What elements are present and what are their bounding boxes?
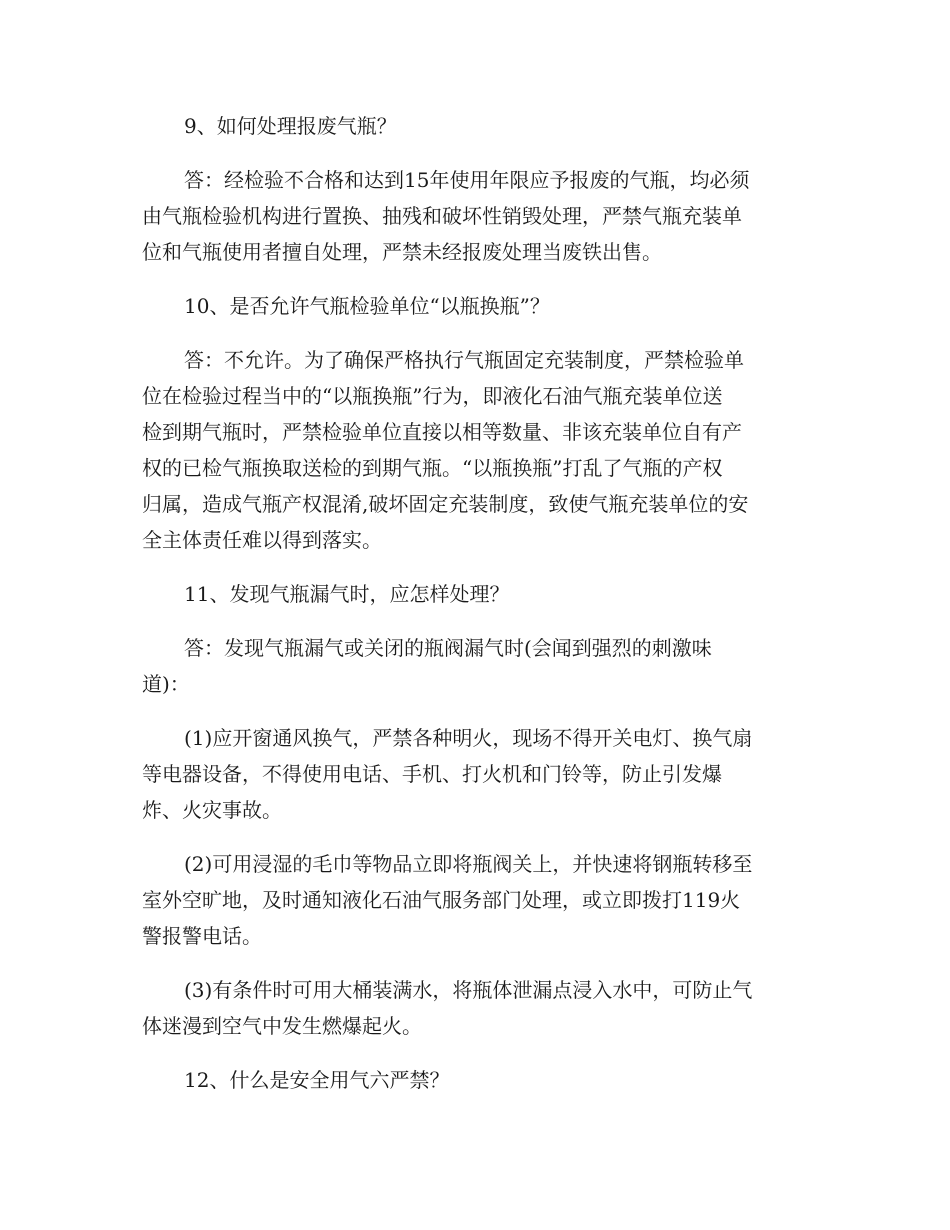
answer-10: [142, 342, 808, 558]
text-line: 11、发现气瓶漏气时，应怎样处理？: [184, 582, 510, 606]
answer-9: [142, 162, 808, 270]
text-line: (1)应开窗通风换气，严禁各种明火，现场不得开关电灯、换气扇: [184, 726, 753, 750]
answer-11-item-3: [142, 972, 808, 1044]
text-line: 检到期气瓶时，严禁检验单位直接以相等数量、非该充装单位自有产: [142, 420, 742, 444]
question-11: [142, 576, 808, 612]
text-line: 体迷漫到空气中发生燃爆起火。: [142, 1014, 422, 1038]
answer-11-item-1: [142, 720, 808, 828]
text-line: 答：发现气瓶漏气或关闭的瓶阀漏气时(会闻到强烈的刺激味: [184, 636, 712, 660]
text-line: 9、如何处理报废气瓶？: [184, 114, 397, 138]
text-line: 10、是否允许气瓶检验单位“以瓶换瓶”？: [184, 294, 550, 318]
text-line: 位在检验过程当中的“以瓶换瓶”行为，即液化石油气瓶充装单位送: [142, 384, 723, 408]
text-line: 答：不允许。为了确保严格执行气瓶固定充装制度，严禁检验单: [184, 348, 744, 372]
text-line: 全主体责任难以得到落实。: [142, 528, 382, 552]
question-9: [142, 108, 808, 144]
text-line: 道)：: [142, 672, 190, 696]
question-12: [142, 1062, 808, 1098]
text-line: 权的已检气瓶换取送检的到期气瓶。“以瓶换瓶”打乱了气瓶的产权: [142, 456, 723, 480]
text-line: 归属，造成气瓶产权混淆,破坏固定充装制度，致使气瓶充装单位的安: [142, 492, 749, 516]
text-line: 12、什么是安全用气六严禁？: [184, 1068, 450, 1092]
text-line: 由气瓶检验机构进行置换、抽残和破坏性销毁处理，严禁气瓶充装单: [142, 204, 742, 228]
text-line: 等电器设备，不得使用电话、手机、打火机和门铃等，防止引发爆: [142, 762, 722, 786]
answer-11: [142, 630, 808, 702]
text-line: 警报警电话。: [142, 924, 262, 948]
text-line: (2)可用浸湿的毛巾等物品立即将瓶阀关上，并快速将钢瓶转移至: [184, 852, 753, 876]
question-10: [142, 288, 808, 324]
text-line: (3)有条件时可用大桶装满水，将瓶体泄漏点浸入水中，可防止气: [184, 978, 753, 1002]
answer-11-item-2: [142, 846, 808, 954]
text-line: 位和气瓶使用者擅自处理，严禁未经报废处理当废铁出售。: [142, 240, 662, 264]
text-line: 炸、火灾事故。: [142, 798, 282, 822]
text-line: 室外空旷地，及时通知液化石油气服务部门处理，或立即拨打119火: [142, 888, 741, 912]
text-line: 答：经检验不合格和达到15年使用年限应予报废的气瓶，均必须: [184, 168, 750, 192]
